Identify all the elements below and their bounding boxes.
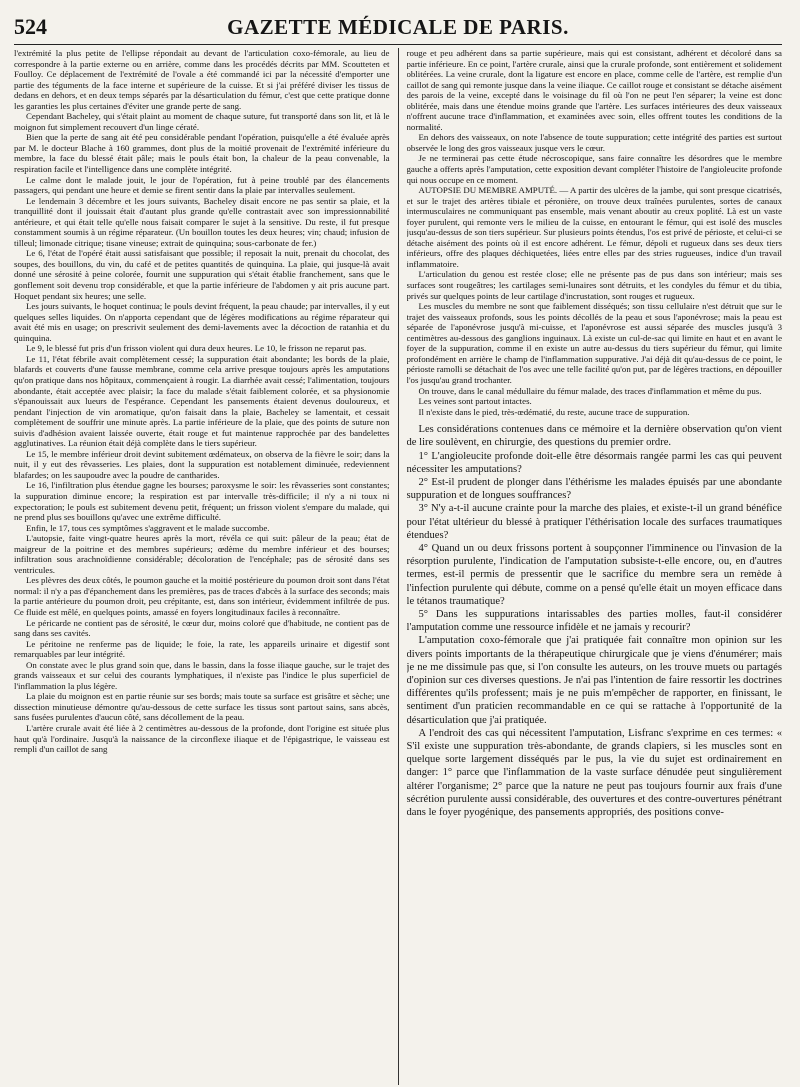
- paragraph: Le lendemain 3 décembre et les jours suivants, Bacheley disait encore ne pas sentir sa plaie, et la tranquillité dont il jouissait était d'autant plus grande qu'elle contrastait avec son impressionnabilité antérieure, et qui était telle qu'elle nous faisait comparer le sujet à la sensitive. Du reste, il fut presque constamment soumis à un régime réparateur. (Un bouillon toutes les deux heures; vin; chaud; infusion de tilleul; limonade citrique; tisane vineuse; extrait de quinquina; sous-carbonate de fer.): [14, 195, 390, 248]
- paragraph: On constate avec le plus grand soin que, dans le bassin, dans la fosse iliaque gauche, sur le trajet des grands vaisseaux et sur celui des courants lymphatiques, il n'existe pas l'indice le plus superficiel de l'inflammation la plus légère.: [14, 659, 390, 691]
- paragraph: Les considérations contenues dans ce mémoire et la dernière observation qu'on vient de lire soulèvent, en chirurgie, des questions du premier ordre.: [406, 424, 782, 449]
- paragraph: L'amputation coxo-fémorale que j'ai pratiquée fait connaître mon opinion sur les divers points importants de la thérapeutique chirurgicale que je viens d'énumérer; mais je ne me dissimule pas que, si l'on consulte les auteurs, on les trouve muets ou partagés d'opinion sur ces diverses questions. Je n'ai pas l'intention de faire ressortir les doctrines différentes qu'ils professent; mais je ne puis m'empêcher de rapporter, en finissant, le sentiment d'un praticien recommandable en ce qui se rattache à l'opportunité de la désarticulation que j'ai pratiquée.: [406, 635, 782, 726]
- column-divider: [398, 48, 399, 1085]
- right-column: [407, 48, 783, 1085]
- paragraph: A l'endroit des cas qui nécessitent l'amputation, Lisfranc s'exprime en ces termes: « S'il existe une suppuration très-abondante, de grands clapiers, si les muscles sont en quelque sorte largement disséqués par le pus, la vie du sujet est ordinairement en danger: 1° parce que l'inflammation de la vaste surface dénudée peut singulièrement altérer l'organisme; 2° parce que la nature ne peut pas toujours fournir aux frais d'une sécrétion purulente aussi considérable, des ouvertures et des contre-ouvertures pénétrant dans le foyer pyogénique, des pansements appropriés, des positions conve-: [406, 727, 782, 819]
- question-item: 4° Quand un ou deux frissons portent à soupçonner l'imminence ou l'invasion de la résorption purulente, l'indication de l'amputation subsiste-t-elle encore, ou, en d'autres termes, est-il permis de pressentir que le sacrifice du membre sera un remède à l'infection purulente qui débute, comme on a pensé qu'elle était un moyen efficace dans le tétanos traumatique?: [406, 542, 782, 607]
- paragraph: On trouve, dans le canal médullaire du fémur malade, des traces d'inflammation et même du pus.: [418, 385, 762, 396]
- paragraph: Il n'existe dans le pied, très-œdématié, du reste, aucune trace de suppuration.: [418, 406, 690, 417]
- paragraph: Je ne terminerai pas cette étude nécroscopique, sans faire connaître les désordres que le membre gauche a offerts après l'amputation, cette exposition devant compléter l'histoire de l'angioleucite profonde qui nous occupe en ce moment.: [406, 153, 782, 185]
- paragraph: Le péritoine ne renferme pas de liquide; le foie, la rate, les appareils urinaire et digestif sont remarquables par leur intégrité.: [14, 638, 390, 660]
- paragraph: Le 15, le membre inférieur droit devint subitement œdémateux, on observa de la fièvre le soir; dans la nuit, il y eut des rêvasseries. Les plaies, dont la suppuration est notablement diminuée, redeviennent blafardes; on les saupoudre avec la poudre de cantharides.: [14, 448, 390, 480]
- page-header: [14, 14, 782, 45]
- question-item: 1° L'angioleucite profonde doit-elle être désormais rangée parmi les cas qui peuvent nécessiter les amputations?: [406, 450, 782, 475]
- paragraph: Le péricarde ne contient pas de sérosité, le cœur dur, moins coloré que d'habitude, ne contient pas de sang dans ses cavités.: [14, 617, 390, 639]
- paragraph: Le calme dont le malade jouit, le jour de l'opération, fut à peine troublé par des élancements passagers, qui pendant une heure et demie se firent sentir dans la plaie par intervalles seulement.: [14, 174, 390, 196]
- paragraph: Le 11, l'état fébrile avait complètement cessé; la suppuration était abondante; les bords de la plaie, blafards et couverts d'une fausse membrane, comme cela arrive presque toujours après les amputations qu'on pratique dans nos hôpitaux, commençaient à rougir. La diarrhée avait cessé; l'alimentation, toujours abondante, était acceptée avec plaisir; la face du malade s'était faiblement colorée, et sa physionomie s'épanouissait aux lueurs de l'espérance. Cependant les pansements étaient devenus douloureux, et pendant l'injection de vin aromatique, qu'on faisait dans la plaie, Bacheley se lamentait, et cessait complètement de souffrir une minute après. La partie inférieure de la plaie, que des points de suture non suivis d'adhésion avaient laissée ouverte, était rouge et fut maintenue rapprochée par des bandelettes agglutinatives. La réunion était déjà complète dans le tiers supérieur.: [14, 353, 390, 449]
- question-item: 3° N'y a-t-il aucune crainte pour la marche des plaies, et existe-t-il un grand bénéfice pour l'état ultérieur du blessé à pratiquer l'éthérisation locale des surfaces traumatiques étendues?: [406, 503, 782, 541]
- journal-title: GAZETTE MÉDICALE DE PARIS.: [227, 15, 569, 39]
- paragraph: L'autopsie, faite vingt-quatre heures après la mort, révéla ce qui suit: pâleur de la peau; état de maigreur de la poitrine et des membres supérieurs; œdème du membre inférieur et des bourses; infiltration sous arachnoïdienne considérable; décoloration de l'encéphale; pas de sérosité dans ses ventricules.: [14, 533, 390, 575]
- page-number: 524: [14, 14, 47, 39]
- paragraph: La plaie du moignon est en partie réunie sur ses bords; mais toute sa surface est grisâtre et sèche; une dissection minutieuse démontre qu'au-dessous de cette surface les tissus sont partout sains, sans abcès, sans fusées purulentes d'aucun côté, sans décollement de la peau.: [14, 691, 390, 723]
- left-column: [14, 48, 390, 1085]
- paragraph: Les veines sont partout intactes.: [418, 396, 532, 407]
- paragraph: Les jours suivants, le hoquet continua; le pouls devint fréquent, la peau chaude; par intervalles, il y eut quelques selles liquides. On n'apporta cependant que de légères modifications au régime réparateur qui avait été mis en usage; on prescrivit seulement des demi-lavements avec la décoction de ratanhia et du quinquina.: [14, 301, 390, 343]
- paragraph: L'articulation du genou est restée close; elle ne présente pas de pus dans son intérieur; mais ses surfaces sont rougeâtres; les cartilages semi-lunaires sont détruits, et les condyles du fémur et du tibia, privés sur quelques points de leur cartilage d'incrustation, sont rouges et rugueux.: [406, 269, 782, 301]
- paragraph: L'artère crurale avait été liée à 2 centimètres au-dessous de la profonde, dont l'origine est située plus haut qu'à l'ordinaire. Jusqu'à la naissance de la circonflexe iliaque et de l'épigastrique, le vaisseau est rempli d'un caillot de sang: [14, 723, 390, 755]
- paragraph: Enfin, le 17, tous ces symptômes s'aggravent et le malade succombe.: [26, 522, 270, 533]
- paragraph: Le 6, l'état de l'opéré était aussi satisfaisant que possible; il reposait la nuit, prenait du chocolat, des soupes, des bouillons, du vin, du café et de petites quantités de quinquina. La plaie, qui jusque-là avait donné une sérosité à peine colorée, fournit une suppuration qui s'était établie franchement, sans que le gonflement soit devenu trop considérable, et que la partie inférieure de l'abdomen y ait pris aucune part. Hoquet pendant six heures; une selle.: [14, 248, 390, 301]
- text-columns: [14, 48, 782, 1085]
- paragraph: Le 16, l'infiltration plus étendue gagne les bourses; paroxysme le soir: les rêvasseries sont constantes; la suppuration diminue encore; la respiration est par intervalle très-difficile; il n'y a ni toux ni expectoration; le pouls est subitement devenu petit, fréquent; un frisson violent s'empare du malade, qui ne prend plus ses bouillons qu'avec une extrême difficulté.: [14, 480, 390, 523]
- paragraph: Bien que la perte de sang ait été peu considérable pendant l'opération, puisqu'elle a été évaluée après par M. le docteur Blache à 160 grammes, dont plus de la moitié provenait de l'extrémité inférieure du membre, la face du blessé était pâle; mais le pouls était bon, la chaleur de la peau convenable, la respiration facile et l'intelligence dans une complète intégrité.: [14, 132, 390, 175]
- paragraph: Le 9, le blessé fut pris d'un frisson violent qui dura deux heures. Le 10, le frisson ne reparut pas.: [26, 343, 367, 354]
- paragraph: En dehors des vaisseaux, on note l'absence de toute suppuration; cette intégrité des parties est surtout observée le long des gros vaisseaux jusque vers le cœur.: [406, 132, 782, 153]
- paragraph: Les muscles du membre ne sont que faiblement disséqués; son tissu cellulaire n'est détruit que sur le trajet des vaisseaux profonds, sous les points décollés de la peau et sous l'aponévrose; mais la peau est séparée de l'aponévrose jusqu'à mi-cuisse, et l'aponévrose est aussi séparée des muscles jusqu'à 3 centimètres au-dessous des ganglions inguinaux. Là existe un cul-de-sac qui limite en haut et en avant le foyer de la suppuration, comme il en existe un autre au-dessus du tiers supérieur du fémur, qui limite profondément en arrière le champ de l'inflammation suppurative. J'ai déjà dit qu'au-dessus de ce point, le périoste ramolli se détachait de l'os avec une telle facilité qu'on put, par de légères tractions, en dépouiller l'os jusqu'au grand trochanter.: [406, 301, 782, 385]
- paragraph: Cependant Bacheley, qui s'était plaint au moment de chaque suture, fut transporté dans son lit, et là le moignon fut simplement recouvert d'un linge cératé.: [14, 111, 390, 132]
- question-item: 5° Dans les suppurations intarissables des parties molles, faut-il considérer l'amputation comme une ressource infidèle et ne jamais y recourir?: [406, 608, 782, 634]
- question-item: 2° Est-il prudent de plonger dans l'éthérisme les malades épuisés par une abondante suppuration et de longues souffrances?: [406, 476, 782, 502]
- paragraph: l'extrémité la plus petite de l'ellipse répondait au devant de l'articulation coxo-fémorale, au lieu de correspondre à la partie externe ou en arrière, comme dans les procédés décrits par MM. Scoutteten et Foulloy. Ce déplacement de l'extrémité de l'ovale a été commandé ici par la nécessité d'emporter une partie des téguments de la face interne et supérieure de la cuisse. Et si j'ai préféré diviser les tissus de dedans en dehors, et en deux temps séparés par la désarticulation du fémur, c'est que cette pratique donne les garanties les plus certaines d'éviter une grande perte de sang.: [14, 48, 390, 111]
- paragraph: Les plèvres des deux côtés, le poumon gauche et la moitié postérieure du poumon droit sont dans l'état normal: il n'y a pas d'épanchement dans les premières, pas de traces d'abcès à la surface des seconds; mais la partie antérieure du poumon droit, peu crépitante, est, dans son intérieur, évidemment infiltrée de pus. Ce fluide est mêlé, en quelques points, amassé en foyers longitudinaux faciles à reconnaître.: [14, 575, 390, 617]
- paragraph: AUTOPSIE DU MEMBRE AMPUTÉ. — A partir des ulcères de la jambe, qui sont presque cicatrisés, et sur le trajet des artères tibiale et péronière, on trouve deux traînées purulentes, sortes de canaux intermusculaires ne communiquant pas ensemble, mais venant aboutir au creux poplité. Là est un vaste foyer purulent, qui remonte vers le milieu de la cuisse, en entourant le fémur, qui est isolé des muscles jusqu'au-dessus de son tiers supérieur. Sur plusieurs points étendus, l'os est privé de périoste, et celui-ci se détache aisément des points où il est encore adhérent. Le fémur, dépoli et rugueux dans ses deux tiers inférieurs, offre des plaques déchiquetées, liées entre elles par des stries rugueuses, indice d'un travail inflammatoire.: [406, 185, 782, 269]
- paragraph: rouge et peu adhérent dans sa partie supérieure, mais qui est consistant, adhérent et décoloré dans sa partie inférieure. En ce point, l'artère crurale, ainsi que la crurale profonde, sont entièrement et solidement oblitérées. La veine crurale, dont la ligature est encore en place, comme celle de l'artère, est remplie d'un caillot de sang qui remonte jusque dans la veine iliaque. Ce caillot rouge et consistant se détache aisément des parois de la veine, excepté dans le voisinage du fil où l'on ne peut l'en séparer; la veine est donc oblitérée, mais dans une étendue moins grande que l'artère. Les surfaces intérieures des deux vaisseaux n'offrent aucune trace d'inflammation, et examinées avec soin, elles offrent toutes les conditions de la normalité.: [406, 48, 782, 132]
